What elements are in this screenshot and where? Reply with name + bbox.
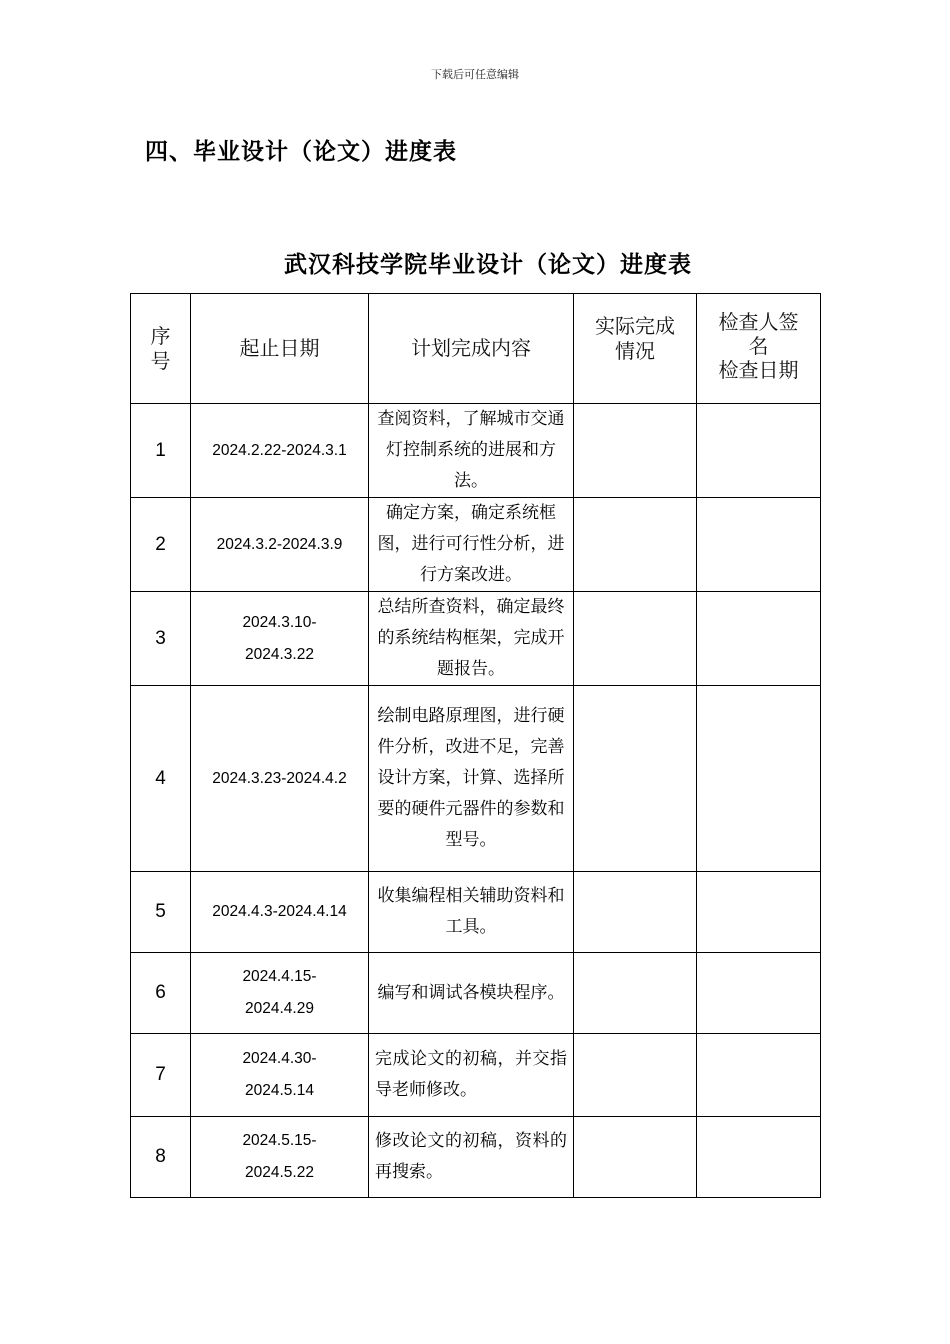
row-date-end: 2024.3.22 bbox=[245, 645, 314, 663]
table-row bbox=[131, 404, 821, 498]
row-number: 7 bbox=[131, 1034, 191, 1117]
row-dates bbox=[191, 592, 369, 686]
row-number: 5 bbox=[131, 872, 191, 953]
header-checker-line3: 检查日期 bbox=[718, 358, 799, 382]
row-dates bbox=[191, 953, 369, 1034]
row-plan-content: 收集编程相关辅助资料和工具。 bbox=[369, 872, 574, 953]
row-date-start: 2024.5.15- bbox=[242, 1132, 317, 1149]
table-header-row bbox=[131, 294, 821, 404]
row-checker-cell bbox=[697, 1117, 821, 1198]
row-date-end: 2024.5.22 bbox=[245, 1164, 314, 1181]
header-no-line1: 序 bbox=[150, 323, 171, 348]
row-dates bbox=[191, 498, 369, 592]
row-date-start: 2024.3.23-2024.4.2 bbox=[212, 769, 347, 787]
row-date-start: 2024.3.2-2024.3.9 bbox=[216, 535, 343, 553]
row-checker-cell bbox=[697, 953, 821, 1034]
header-plan: 计划完成内容 bbox=[369, 294, 574, 404]
row-date-start: 2024.4.30- bbox=[242, 1050, 317, 1067]
row-number: 8 bbox=[131, 1117, 191, 1198]
table-row bbox=[131, 953, 821, 1034]
row-dates bbox=[191, 872, 369, 953]
row-actual-cell bbox=[574, 404, 697, 498]
table-row bbox=[131, 872, 821, 953]
row-date-start: 2024.4.3-2024.4.14 bbox=[212, 903, 347, 920]
row-actual-cell bbox=[574, 872, 697, 953]
row-number: 3 bbox=[131, 592, 191, 686]
row-plan-content: 总结所查资料，确定最终的系统结构框架，完成开题报告。 bbox=[369, 592, 574, 686]
header-no-line2: 号 bbox=[150, 348, 171, 373]
row-actual-cell bbox=[574, 686, 697, 872]
row-date-start: 2024.4.15- bbox=[242, 968, 317, 985]
row-plan-content: 绘制电路原理图，进行硬件分析，改进不足，完善设计方案，计算、选择所要的硬件元器件的参数和型号。 bbox=[369, 686, 574, 872]
row-plan-content: 修改论文的初稿，资料的再搜索。 bbox=[369, 1117, 574, 1198]
header-dates: 起止日期 bbox=[191, 294, 369, 404]
header-actual-line1: 实际完成 bbox=[595, 314, 675, 338]
row-date-start: 2024.2.22-2024.3.1 bbox=[212, 441, 347, 459]
row-actual-cell bbox=[574, 1034, 697, 1117]
header-actual bbox=[574, 294, 697, 404]
row-number: 4 bbox=[131, 686, 191, 872]
table-row bbox=[131, 1117, 821, 1198]
header-checker-line1: 检查人签 bbox=[718, 310, 799, 334]
row-dates bbox=[191, 1117, 369, 1198]
row-dates bbox=[191, 1034, 369, 1117]
header-checker bbox=[697, 294, 821, 404]
table-row bbox=[131, 592, 821, 686]
row-date-end: 2024.5.14 bbox=[245, 1082, 314, 1099]
table-row bbox=[131, 498, 821, 592]
row-number: 2 bbox=[131, 498, 191, 592]
row-actual-cell bbox=[574, 498, 697, 592]
row-checker-cell bbox=[697, 872, 821, 953]
row-plan-content: 完成论文的初稿，并交指导老师修改。 bbox=[369, 1034, 574, 1117]
row-date-start: 2024.3.10- bbox=[242, 613, 317, 631]
row-plan-content: 确定方案，确定系统框图，进行可行性分析，进行方案改进。 bbox=[369, 498, 574, 592]
section-heading: 四、毕业设计（论文）进度表 bbox=[145, 139, 457, 165]
row-number: 1 bbox=[131, 404, 191, 498]
header-actual-line2: 情况 bbox=[615, 339, 655, 363]
header-no bbox=[131, 294, 191, 404]
row-checker-cell bbox=[697, 592, 821, 686]
row-checker-cell bbox=[697, 1034, 821, 1117]
row-date-end: 2024.4.29 bbox=[245, 1000, 314, 1017]
row-actual-cell bbox=[574, 953, 697, 1034]
table-row bbox=[131, 1034, 821, 1117]
header-checker-line2: 名 bbox=[748, 334, 769, 358]
header-note: 下载后可任意编辑 bbox=[431, 68, 519, 81]
progress-table bbox=[130, 293, 821, 1198]
row-checker-cell bbox=[697, 404, 821, 498]
row-number: 6 bbox=[131, 953, 191, 1034]
table-row bbox=[131, 686, 821, 872]
row-checker-cell bbox=[697, 686, 821, 872]
row-checker-cell bbox=[697, 498, 821, 592]
table-title: 武汉科技学院毕业设计（论文）进度表 bbox=[284, 252, 692, 278]
row-plan-content: 查阅资料，了解城市交通灯控制系统的进展和方法。 bbox=[369, 404, 574, 498]
row-dates bbox=[191, 404, 369, 498]
row-plan-content: 编写和调试各模块程序。 bbox=[369, 953, 574, 1034]
row-actual-cell bbox=[574, 1117, 697, 1198]
row-dates bbox=[191, 686, 369, 872]
row-actual-cell bbox=[574, 592, 697, 686]
